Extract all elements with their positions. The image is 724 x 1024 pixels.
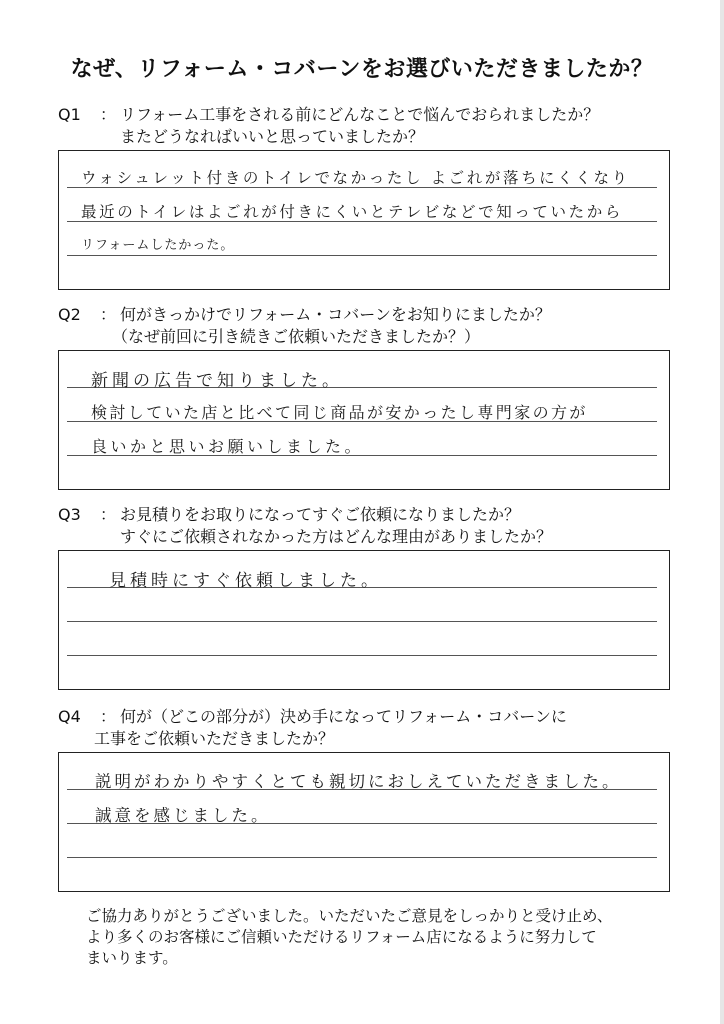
closing-line: ご協力ありがとうございました。いただいたご意見をしっかりと受け止め、: [86, 907, 613, 925]
question-number: Q3: [58, 505, 81, 524]
question-colon: ：: [100, 707, 117, 726]
answer-rule: [67, 621, 657, 622]
question-colon: ：: [100, 105, 117, 124]
answer-rule: [67, 255, 657, 256]
handwritten-answer-line: ウォシュレット付きのトイレでなかったし よごれが落ちにくくなり: [81, 169, 630, 187]
handwritten-answer-line: 見積時にすぐ依頼しました。: [109, 571, 382, 591]
question-text-line2: （なぜ前回に引き続きご依頼いただきましたか？）: [112, 327, 481, 346]
question-2: [58, 304, 551, 348]
scan-edge: [720, 0, 724, 1024]
handwritten-answer-line: リフォームしたかった。: [81, 238, 235, 253]
question-text-line1: 何が（どこの部分が）決め手になってリフォーム・コバーンに: [120, 707, 567, 726]
handwritten-answer-line: 検討していた店と比べて同じ商品が安かったし専門家の方が: [91, 403, 588, 422]
handwritten-answer-line: 説明がわかりやすくとても親切におしえていただきました。: [95, 772, 622, 791]
question-colon: ：: [100, 505, 117, 524]
handwritten-answer-line: 良いかと思いお願いしました。: [91, 437, 365, 456]
answer-rule: [67, 655, 657, 656]
question-number: Q4: [58, 707, 81, 726]
answer-rule: [67, 857, 657, 858]
answer-box-3: [58, 550, 670, 690]
question-text-line2: またどうなればいいと思っていましたか？: [120, 127, 425, 146]
answer-box-4: [58, 752, 670, 892]
handwritten-answer-line: 新聞の広告で知りました。: [91, 371, 343, 391]
handwritten-answer-line: 最近のトイレはよごれが付きにくいとテレビなどで知っていたから: [81, 203, 623, 221]
closing-line: まいります。: [86, 949, 178, 967]
question-text-line1: リフォーム工事をされる前にどんなことで悩んでおられましたか？: [120, 105, 600, 124]
question-number: Q1: [58, 105, 81, 124]
question-number: Q2: [58, 305, 81, 324]
question-1: [58, 104, 599, 148]
question-text-line1: 何がきっかけでリフォーム・コバーンをお知りにましたか？: [120, 305, 551, 324]
question-4: [58, 706, 567, 750]
closing-line: より多くのお客様にご信頼いただけるリフォーム店になるように努力して: [86, 928, 597, 946]
question-text-line2: すぐにご依頼されなかった方はどんな理由がありましたか？: [120, 527, 553, 546]
question-text-line1: お見積りをお取りになってすぐご依頼になりましたか？: [120, 505, 521, 524]
question-colon: ：: [100, 305, 117, 324]
handwritten-answer-line: 誠意を感じました。: [95, 806, 271, 825]
question-3: [58, 504, 552, 548]
answer-box-2: [58, 350, 670, 490]
answer-box-1: [58, 150, 670, 290]
question-text-line2: 工事をご依頼いただきましたか？: [94, 729, 335, 748]
survey-title: なぜ、リフォーム・コバーンをお選びいただきましたか？: [70, 57, 654, 82]
closing-message: [86, 906, 646, 969]
